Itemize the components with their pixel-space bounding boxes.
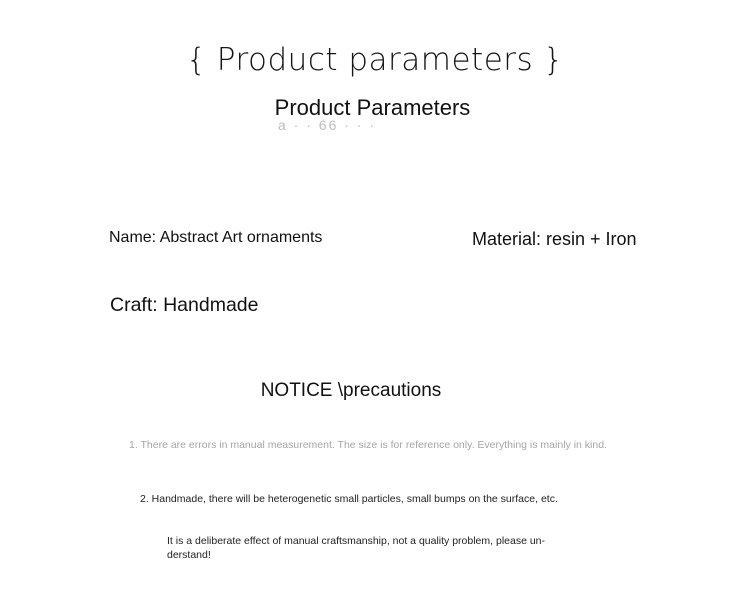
page-title: { Product parameters }: [186, 42, 564, 78]
notice-title: NOTICE \precautions: [260, 380, 442, 401]
section-heading: Product Parameters: [274, 95, 471, 120]
notice-item: 1. There are errors in manual measurement. The size is for reference only. Everything is mainly in kind.: [129, 439, 607, 451]
section-subheading: a · · 66 · · ·: [278, 120, 377, 130]
notice-item: 2. Handmade, there will be heterogenetic small particles, small bumps on the surface, etc.: [140, 493, 558, 505]
param-material: Material: resin + Iron: [472, 229, 637, 249]
param-craft: Craft: Handmade: [110, 294, 259, 316]
param-name: Name: Abstract Art ornaments: [109, 229, 323, 246]
notice-item: It is a deliberate effect of manual craftsmanship, not a quality problem, please un-derstand!: [167, 535, 546, 561]
